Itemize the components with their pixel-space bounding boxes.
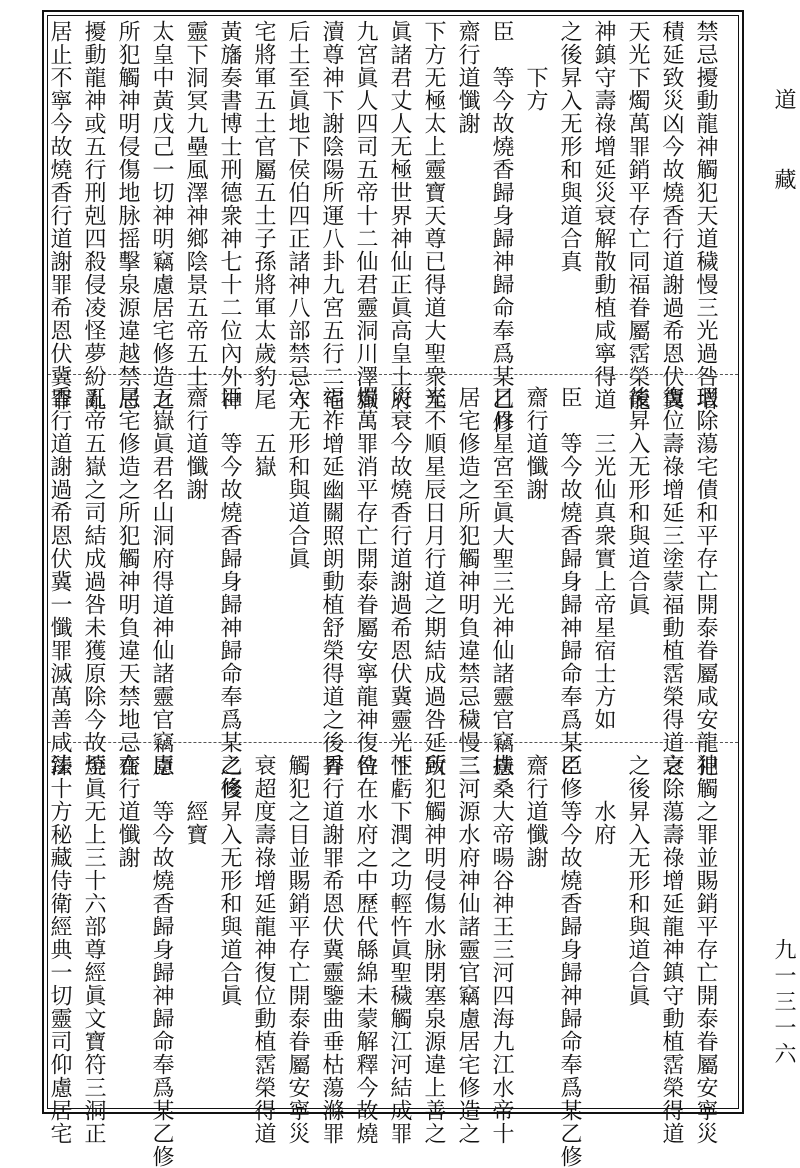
text-column: 齋行道懺謝	[455, 20, 480, 135]
text-column: 所犯觸神明侵傷水脉閉塞泉源違上善之	[421, 754, 446, 1145]
text-column: 黃旛奏書博士刑德衆神七十二位內外神	[217, 20, 242, 411]
text-column: 積延致災凶今故燒香行道謝過希恩伏冀	[659, 20, 684, 411]
text-column: 下方无極太上靈寶天尊已得道大聖衆至	[421, 20, 446, 411]
panel-divider	[48, 742, 738, 743]
text-column: 居宅修造之所犯觸神明負違天禁地忌在	[115, 386, 140, 777]
text-column: 下方	[523, 20, 548, 112]
text-column: 扶桑大帝暘谷神王三河四海九江水帝十	[489, 754, 514, 1145]
text-column: 臣 等今故燒香歸身歸神歸命奉爲某乙修	[489, 20, 514, 434]
text-column: 三光仙真衆實上帝星宿士方如	[591, 386, 616, 731]
panel-divider	[48, 374, 738, 375]
text-column: 眞諸君丈人无極世界神仙正眞高皇土府	[387, 20, 412, 411]
text-column: 性虧下潤之功輕忤眞聖穢觸江河結成罪	[387, 754, 412, 1145]
text-column: 法十方秘藏侍衛經典一切靈司仰慮居宅	[47, 754, 72, 1145]
text-column: 咎在水府之中歷代緜綿未蒙解釋今故燒	[353, 754, 378, 1145]
text-column: 齋行道懺謝	[115, 754, 140, 869]
text-column: 經寶	[183, 754, 208, 846]
text-column: 衰除蕩壽祿增延龍神鎮守動植霑榮得道	[659, 754, 684, 1145]
text-column: 香行道謝罪希恩伏冀靈鑒曲垂枯蕩滌罪	[319, 754, 344, 1145]
text-column: 觸犯之目並賜銷平存亡開泰眷屬安寧災	[285, 754, 310, 1145]
text-column: 光不順星辰日月行道之期結成過咎延致	[421, 386, 446, 777]
text-column: 日月星宮至眞大聖三光神仙諸靈官竊慮	[489, 386, 514, 777]
text-panel-bottom	[47, 754, 734, 1168]
page-number: 九一三一六	[771, 938, 796, 1068]
text-column: 瀆尊神下謝陰陽所運八卦九宮五行二宅	[319, 20, 344, 411]
text-column: 水府	[591, 754, 616, 846]
text-column: 齋行道懺謝	[183, 386, 208, 501]
text-column: 復位壽祿增延三塗蒙福動植霑榮得道之	[659, 386, 684, 777]
text-column: 齋行道懺謝	[523, 386, 548, 501]
text-column: 居止不寧今故燒香行道謝罪希恩伏冀罪	[47, 20, 72, 411]
text-column: 至眞无上三十六部尊經眞文寶符三洞正	[81, 754, 106, 1145]
text-column: 之後昇入无形和與道合眞	[625, 754, 650, 1007]
text-column: 九宮眞人四司五帝十二仙君靈洞川澤嶽	[353, 20, 378, 411]
text-column: 二河源水府神仙諸靈官竊慮居宅修造之	[455, 754, 480, 1145]
text-column: 五嶽	[251, 386, 276, 478]
text-column: 靈下洞冥九壘風澤神鄉陰景五帝五土	[183, 20, 208, 388]
text-column: 居宅修造之所犯觸神明負違禁忌穢慢三	[455, 386, 480, 777]
text-column: 禁忌擾動龍神觸犯天道穢慢三光過咎增	[693, 20, 718, 411]
margin-title: 道藏	[771, 88, 796, 248]
text-column: 太皇中黃戊己一切神明竊慮居宅修造之	[149, 20, 174, 411]
text-column: 入无形和與道合眞	[285, 386, 310, 570]
text-column: 燭萬罪消平存亡開泰眷屬安寧龍神復位	[353, 386, 378, 777]
text-column: 齋行道懺謝	[523, 754, 548, 869]
text-column: 犯觸之罪並賜銷平存亡開泰眷屬安寧災	[693, 754, 718, 1145]
text-column: 宅將軍五土官屬五土子孫將軍太歲豹尾	[251, 20, 276, 411]
text-column: 之後昇入无形和與道合真	[557, 20, 582, 273]
text-column: 福祚增延幽關照朗動植舒榮得道之後昇	[319, 386, 344, 777]
text-column: 瑕除蕩宅債和平存亡開泰眷屬咸安龍神	[693, 386, 718, 777]
page-frame	[42, 10, 744, 1168]
text-column: 擾動龍神或五行刑剋四殺侵凌怪夢紛亂	[81, 20, 106, 411]
text-column: 災衰今故燒香行道謝過希恩伏冀靈光下	[387, 386, 412, 777]
text-column: 臣 等今故燒香歸身歸神歸命奉爲某乙修	[217, 386, 242, 800]
text-column: 五帝五嶽之司結成過咎未獲原除今故燒	[81, 386, 106, 777]
text-column: 后土至眞地下侯伯四正諸神八部禁忌守	[285, 20, 310, 411]
text-column: 所犯觸神明侵傷地脉摇擊泉源違越禁忌	[115, 20, 140, 411]
text-column: 之後昇入无形和與道合眞	[217, 754, 242, 1007]
text-column: 臣 等今故燒香歸身歸神歸命奉爲某乙修	[557, 386, 582, 800]
text-column: 五嶽眞君名山洞府得道神仙諸靈官竊慮	[149, 386, 174, 777]
text-column: 臣 等今故燒香歸身歸神歸命奉爲某乙修	[557, 754, 582, 1168]
text-column: 天光下燭萬罪銷平存亡同福眷屬霑榮龍	[625, 20, 650, 411]
text-column: 神鎮守壽祿增延災衰解散動植咸寧得道	[591, 20, 616, 411]
text-column: 臣 等今故燒香歸身歸神歸命奉爲某乙修	[149, 754, 174, 1168]
text-column: 衰超度壽祿增延龍神復位動植霑榮得道	[251, 754, 276, 1145]
text-column: 香行道謝過希恩伏冀一懺罪滅萬善咸臻	[47, 386, 72, 777]
text-column: 後昇入无形和與道合眞	[625, 386, 650, 616]
